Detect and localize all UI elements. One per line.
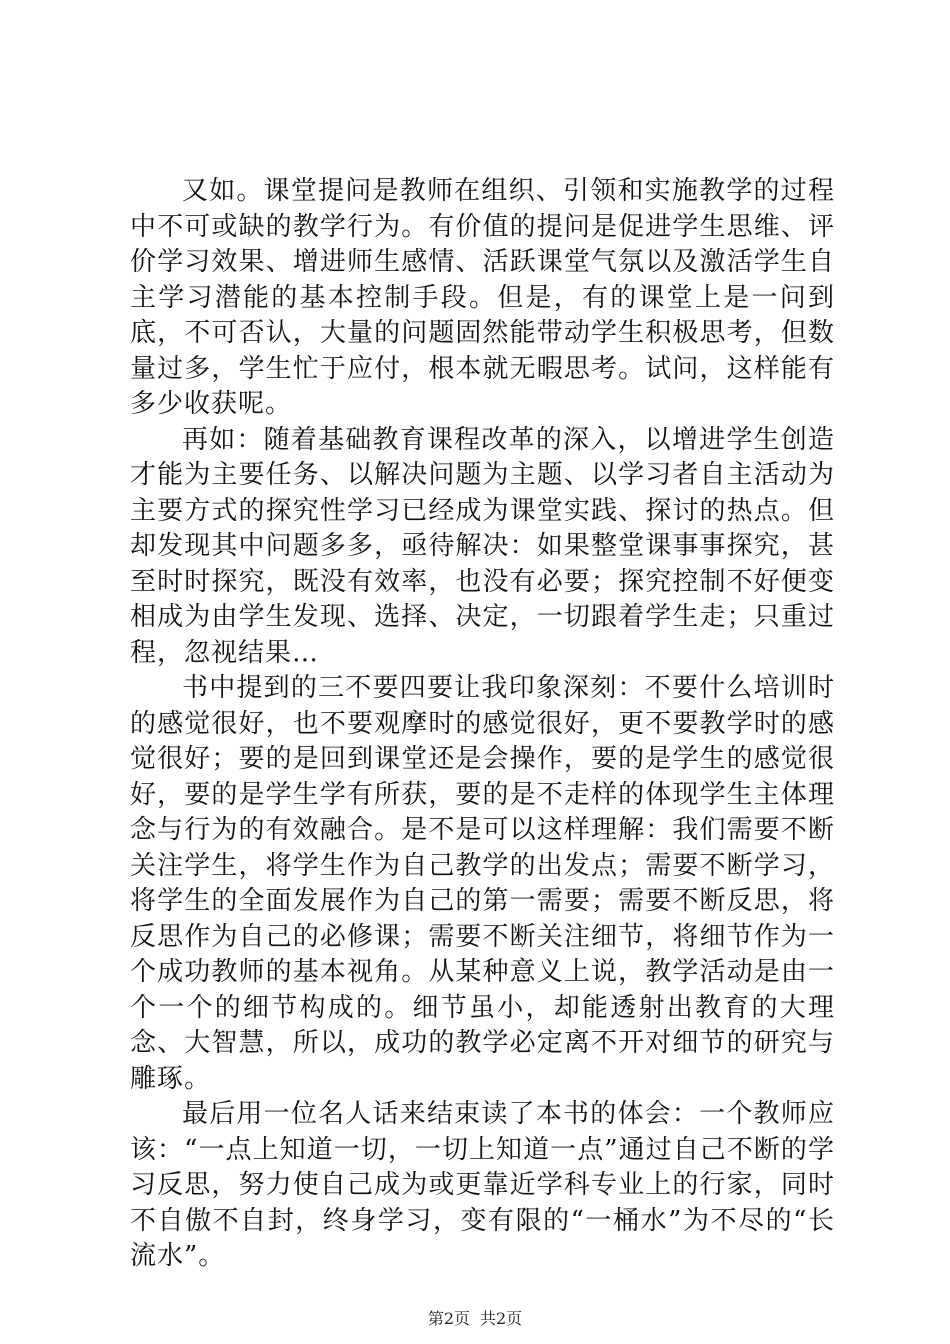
- paragraph-conclusion: 最后用一位名人话来结束读了本书的体会：一个教师应该：“一点上知道一切，一切上知道一点”通过自己不断的学习反思，努力使自己成为或更靠近学科专业上的行家，同时不自傲不自封，终身学习，变有限的“一桶水”为不尽的“长流水”。: [130, 1099, 835, 1271]
- paragraph-inquiry-learning: 再如：随着基础教育课程改革的深入，以增进学生创造才能为主要任务、以解决问题为主题、以学习者自主活动为主要方式的探究性学习已经成为课堂实践、探讨的热点。但却发现其中问题多多，亟待解决：如果整堂课事事探究，甚至时时探究，既没有效率，也没有必要；探究控制不好便变相成为由学生发现、选择、决定，一切跟着学生走；只重过程，忽视结果…: [130, 424, 835, 668]
- paragraph-three-donts-four-dos: 书中提到的三不要四要让我印象深刻：不要什么培训时的感觉很好，也不要观摩时的感觉很好，更不要教学时的感觉很好；要的是回到课堂还是会操作，要的是学生的感觉很好，要的是学生学有所获，要的是不走样的体现学生主体理念与行为的有效融合。是不是可以这样理解：我们需要不断关注学生，将学生作为自己教学的出发点；需要不断学习，将学生的全面发展作为自己的第一需要；需要不断反思，将反思作为自己的必修课；需要不断关注细节，将细节作为一个成功教师的基本视角。从某种意义上说，教学活动是由一个一个的细节构成的。细节虽小，却能透射出教育的大理念、大智慧，所以，成功的教学必定离不开对细节的研究与雕琢。: [130, 673, 835, 1094]
- page-footer: [0, 1306, 950, 1329]
- document-body: [130, 174, 835, 1275]
- paragraph-questioning: 又如。课堂提问是教师在组织、引领和实施教学的过程中不可或缺的教学行为。有价值的提问是促进学生思维、评价学习效果、增进师生感情、活跃课堂气氛以及激活学生自主学习潜能的基本控制手段。但是，有的课堂上是一问到底，不可否认，大量的问题固然能带动学生积极思考，但数量过多，学生忙于应付，根本就无暇思考。试问，这样能有多少收获呢。: [130, 176, 835, 419]
- page-number: 第2页: [427, 1309, 470, 1328]
- page-total: 共2页: [480, 1309, 523, 1328]
